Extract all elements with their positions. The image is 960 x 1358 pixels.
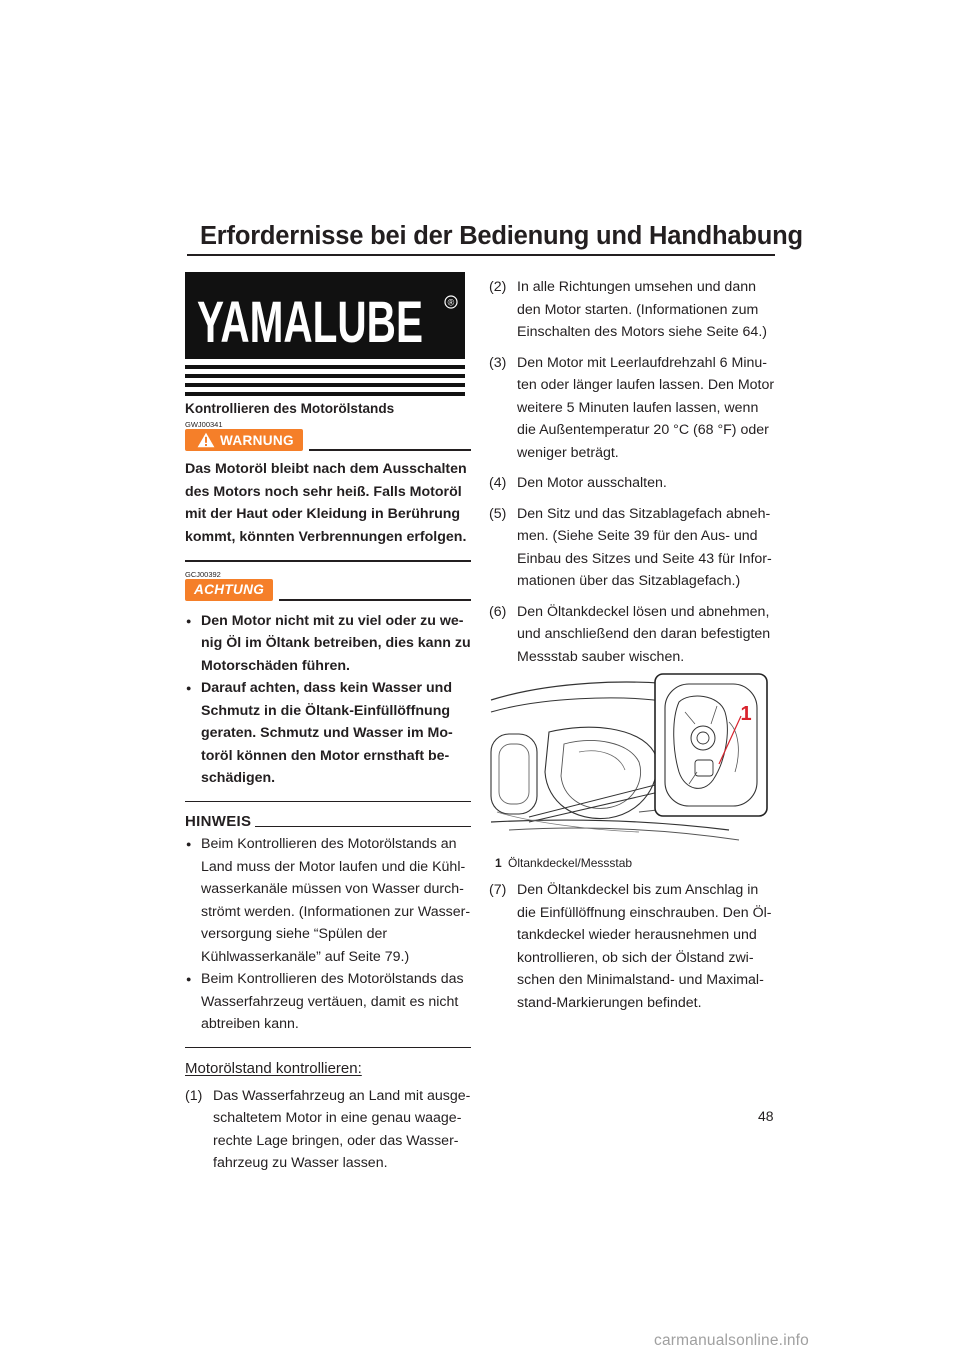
warning-badge <box>185 429 303 451</box>
caution-label: ACHTUNG <box>194 582 265 597</box>
step-item <box>489 601 779 669</box>
note-header <box>185 813 471 830</box>
step-text: Den Öltankdeckel bis zum Anschlag in die Einfüllöffnung einschrauben. Den Öl-tankdeckel wieder herausnehmen und kontrollieren, ob sich der Ölstand zwi-schen den Minimalstand- und Maximal-stand-Markierungen befindet. <box>517 882 772 1011</box>
step-item <box>185 1085 471 1175</box>
section-heading: Kontrollieren des Motorölstands <box>185 401 395 416</box>
step-text: Das Wasserfahrzeug an Land mit ausge-schaltetem Motor in eine genau waage-rechte Lage bringen, oder das Wasser-fahrzeug zu Wasser lassen. <box>213 1087 471 1171</box>
caution-header <box>185 579 471 601</box>
caution-rule <box>279 599 471 601</box>
step-number: (7) <box>489 882 507 898</box>
step-number: (6) <box>489 603 507 620</box>
step-number: (1) <box>185 1087 203 1104</box>
warning-text: Das Motoröl bleibt nach dem Ausschalten des Motors noch sehr heiß. Falls Motoröl mit der Haut oder Kleidung in Berührung kommt, könnten Verbrennungen erfolgen. <box>185 461 467 545</box>
caution-end-rule <box>185 801 471 803</box>
caution-code: GCJ00392 <box>185 569 221 579</box>
caution-badge <box>185 579 273 601</box>
warning-end-rule <box>185 560 471 562</box>
title-rule <box>187 254 775 256</box>
warning-header <box>185 429 471 451</box>
watermark: carmanualsonline.info <box>654 1332 809 1349</box>
caution-list <box>185 610 471 790</box>
steps-right-b <box>489 879 779 1014</box>
step-number: (2) <box>489 279 507 295</box>
yamalube-logo <box>185 272 465 398</box>
warning-triangle-icon <box>197 432 215 448</box>
step-text: Den Motor mit Leerlaufdrehzahl 6 Minu-ten oder länger laufen lassen. Den Motor weitere 5 Minuten laufen lassen, wenn die Außentemperatur 20 °C (68 °F) oder weniger beträgt. <box>517 354 775 461</box>
caption-number: 1 <box>495 856 502 870</box>
subheading: Motorölstand kontrollieren: <box>185 1059 362 1077</box>
registered-mark: ® <box>447 297 455 308</box>
page-number: 48 <box>758 1108 774 1124</box>
step-item <box>489 276 779 344</box>
caution-item: ● Darauf achten, dass kein Wasser und Schmutz in die Öltank-Einfüllöffnung geraten. Schmutz und Wasser im Mo-toröl können den Motor ernsthaft be-schädigen. <box>185 677 471 790</box>
page-title: Erfordernisse bei der Bedienung und Handhabung <box>200 222 803 250</box>
logo-text: YAMALUBE <box>197 290 423 355</box>
step-item <box>489 472 779 495</box>
step-item <box>489 879 779 1014</box>
warning-code: GWJ00341 <box>185 420 223 429</box>
step-number: (3) <box>489 354 507 371</box>
steps-left <box>185 1085 471 1175</box>
caution-item: ● Den Motor nicht mit zu viel oder zu we-nig Öl im Öltank betreiben, dies kann zu Motorschäden führen. <box>185 610 471 678</box>
left-column <box>185 400 471 1175</box>
step-number: (5) <box>489 505 507 522</box>
warning-rule <box>309 449 471 451</box>
caption-text: Öltankdeckel/Messstab <box>508 856 633 870</box>
warning-label: WARNUNG <box>220 432 294 448</box>
note-rule <box>255 826 471 828</box>
step-item <box>489 503 779 593</box>
right-column <box>489 276 779 1014</box>
figure-callout: 1 <box>740 703 752 725</box>
step-item <box>489 352 779 465</box>
figure-caption <box>489 856 779 870</box>
step-text: Den Öltankdeckel lösen und abnehmen, und anschließend den daran befestigten Messstab sauber wischen. <box>517 603 771 665</box>
oil-tank-figure <box>489 672 771 850</box>
note-item: ● Beim Kontrollieren des Motorölstands das Wasserfahrzeug vertäuen, damit es nicht abtreiben kann. <box>185 968 471 1036</box>
step-text: Den Motor ausschalten. <box>517 475 667 491</box>
note-list <box>185 833 471 1036</box>
step-text: Den Sitz und das Sitzablagefach abneh-men. (Siehe Seite 39 für den Aus- und Einbau des Sitzes und Seite 43 für Infor-mationen über das Sitzablagefach.) <box>517 505 772 589</box>
note-item: ● Beim Kontrollieren des Motorölstands an Land muss der Motor laufen und die Kühl-wasserkanäle müssen von Wasser durch-strömt werden. (Informationen zur Wasser-versorgung siehe “Spülen der Kühlwasserkanäle” auf Seite 79.) <box>185 833 471 968</box>
note-label: HINWEIS <box>185 813 252 830</box>
step-text: In alle Richtungen umsehen und dann den Motor starten. (Informationen zum Einschalten des Motors siehe Seite 64.) <box>517 279 767 340</box>
steps-right-a <box>489 276 779 668</box>
note-end-rule <box>185 1047 471 1048</box>
step-number: (4) <box>489 475 507 491</box>
